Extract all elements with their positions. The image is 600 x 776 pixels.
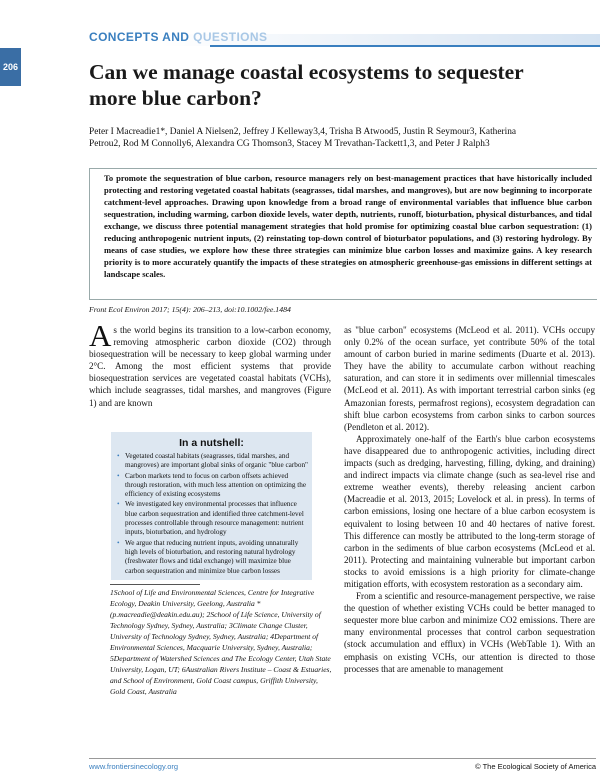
body-column-right: [344, 324, 595, 675]
nutshell-item: • Carbon markets tend to focus on carbon offsets achieved through restoration, with much less attention on optimizing the efficiency of existing ecosystems: [116, 472, 310, 500]
section-label: [89, 30, 267, 44]
copyright-notice: © The Ecological Society of America: [475, 762, 596, 771]
citation-line: Front Ecol Environ 2017; 15(4): 206–213, doi:10.1002/fee.1484: [89, 305, 291, 314]
body-right-paragraph-2: Approximately one-half of the Earth's blue carbon ecosystems have disappeared due to anthropogenic activities, including direct impacts (such as dredging, harvesting, filling, dyking, and draining) and indirect impacts via climate change (such as sea-level rise and extreme weather events), thereby releasing ancient carbon (Macreadie et al. 2013, 2015; Lovelock et al. in press). In terms of carbon emissions, losing one hectare of a blue carbon ecosystem is equivalent to losing between 10 and 40 hectares of native forest. This difference can mostly be attributed to the long-term storage of carbon in the sediments of blue carbon ecosystems (McLeod et al. 2011). Protecting and maintaining vulnerable but important carbon stocks to avoid emissions is a high priority for climate-change mitigation efforts, with ecosystem restoration as a secondary aim.: [344, 433, 595, 589]
abstract-text: To promote the sequestration of blue carbon, resource managers rely on best-management practices that have historically included protecting and restoring vegetated coastal habitats (seagrasses, tidal marshes, and mangroves), but are now beginning to incorporate catchment-level approaches. Drawing upon knowledge from a broad range of environmental variables that influence blue carbon sequestration, including warming, carbon dioxide levels, water depth, nutrients, runoff, bioturbation, physical disturbances, and tidal exchange, we discuss three potential management strategies that hold promise for optimizing coastal blue carbon sequestration: (1) reducing anthropogenic nutrient inputs, (2) reinstating top-down control of bioturbator populations, and (3) restoring hydrology. By means of case studies, we explore how these three strategies can minimize blue carbon losses and maximize gains. A key research priority is to more accurately quantify the impacts of these strategies on atmospheric greenhouse-gas emissions in different settings at landscape scales.: [104, 173, 592, 279]
nutshell-item: • We investigated key environmental processes that influence blue carbon sequestration and identified three catchment-level processes controllable through resource management: nutrient inputs, bioturbation, and hydrology: [116, 500, 310, 537]
section-label-primary: CONCEPTS AND: [89, 30, 190, 44]
body-left-text: s the world begins its transition to a low-carbon economy, removing atmospheric carbon dioxide (CO2) through biosequestration will be necessary to keep global warming under 2°C. Among the most efficient systems that provide biosequestration services are vegetated coastal habitats (VCHs), which include seagrasses, tidal marshes, and mangroves (Figure 1) and are known: [89, 325, 331, 408]
article-title: Can we manage coastal ecosystems to sequester more blue carbon?: [89, 60, 524, 110]
page-number: 206: [0, 48, 21, 86]
section-label-secondary: QUESTIONS: [189, 30, 268, 44]
footer-rule: [89, 758, 596, 759]
author-list: Peter I Macreadie1*, Daniel A Nielsen2, Jeffrey J Kelleway3,4, Trisha B Atwood5, Justin R Seymour3, Katherina Petrou2, Rod M Connolly6, Alexandra CG Thomson3, Stacey M Trevathan-Tackett1,3, and Peter J Ralph3: [89, 127, 517, 150]
body-right-paragraph-1: as "blue carbon" ecosystems (McLeod et al. 2011). VCHs occupy only 0.2% of the ocean surface, yet contribute 50% of the total amount of carbon buried in marine sediments (Duarte et al. 2013). They have the ability to accumulate carbon without reaching saturation, and can store it in sediments over millennial timescales (McLeod et al. 2011). As with important terrestrial carbon sinks (eg Amazonian forests, permafrost regions), ecosystem degradation can shift blue carbon ecosystems from carbon sinks to carbon sources (Pendleton et al. 2012).: [344, 325, 595, 432]
body-right-paragraph-3: From a scientific and resource-management perspective, we raise the question of whether existing VCHs could be better managed to sequester more blue carbon and minimize CO2 emissions. There are many environmental processes that control carbon sequestration (stock accumulation and efflux) in VCHs (WebTable 1). With an emphasis on existing VCHs, our attention is directed to those processes that are amenable to management: [344, 591, 595, 674]
nutshell-title: In a nutshell:: [179, 437, 244, 449]
body-column-left: [89, 318, 331, 409]
nutshell-item: • Vegetated coastal habitats (seagrasses, tidal marshes, and mangroves) are important global sinks of organic "blue carbon": [116, 452, 310, 471]
header-rule: [210, 45, 600, 47]
journal-url[interactable]: www.frontiersinecology.org: [89, 762, 179, 771]
drop-cap: A: [89, 318, 112, 353]
affiliations: 1School of Life and Environmental Sciences, Centre for Integrative Ecology, Deakin University, Geelong, Australia *(p.macreadie@deakin.edu.au); 2School of Life Science, University of Technology Sydney, Sydney, Australia; 3Climate Change Cluster, University of Technology Sydney, Sydney, Australia; 4Department of Environmental Sciences, Macquarie University, Sydney, Australia; 5Department of Watershed Sciences and The Ecology Center, Utah State University, Logan, UT; 6Australian Rivers Institute – Coast & Estuaries, and School of Environment, Gold Coast campus, Griffith University, Gold Coast, Australia: [110, 588, 332, 696]
nutshell-list: [116, 452, 310, 577]
nutshell-item: • We argue that reducing nutrient inputs, avoiding unnaturally high levels of bioturbation, and restoring natural hydrology (freshwater flows and tidal exchange) will maximize blue carbon sequestration and minimize blue carbon losses: [116, 539, 310, 576]
affiliation-rule: [110, 584, 200, 585]
